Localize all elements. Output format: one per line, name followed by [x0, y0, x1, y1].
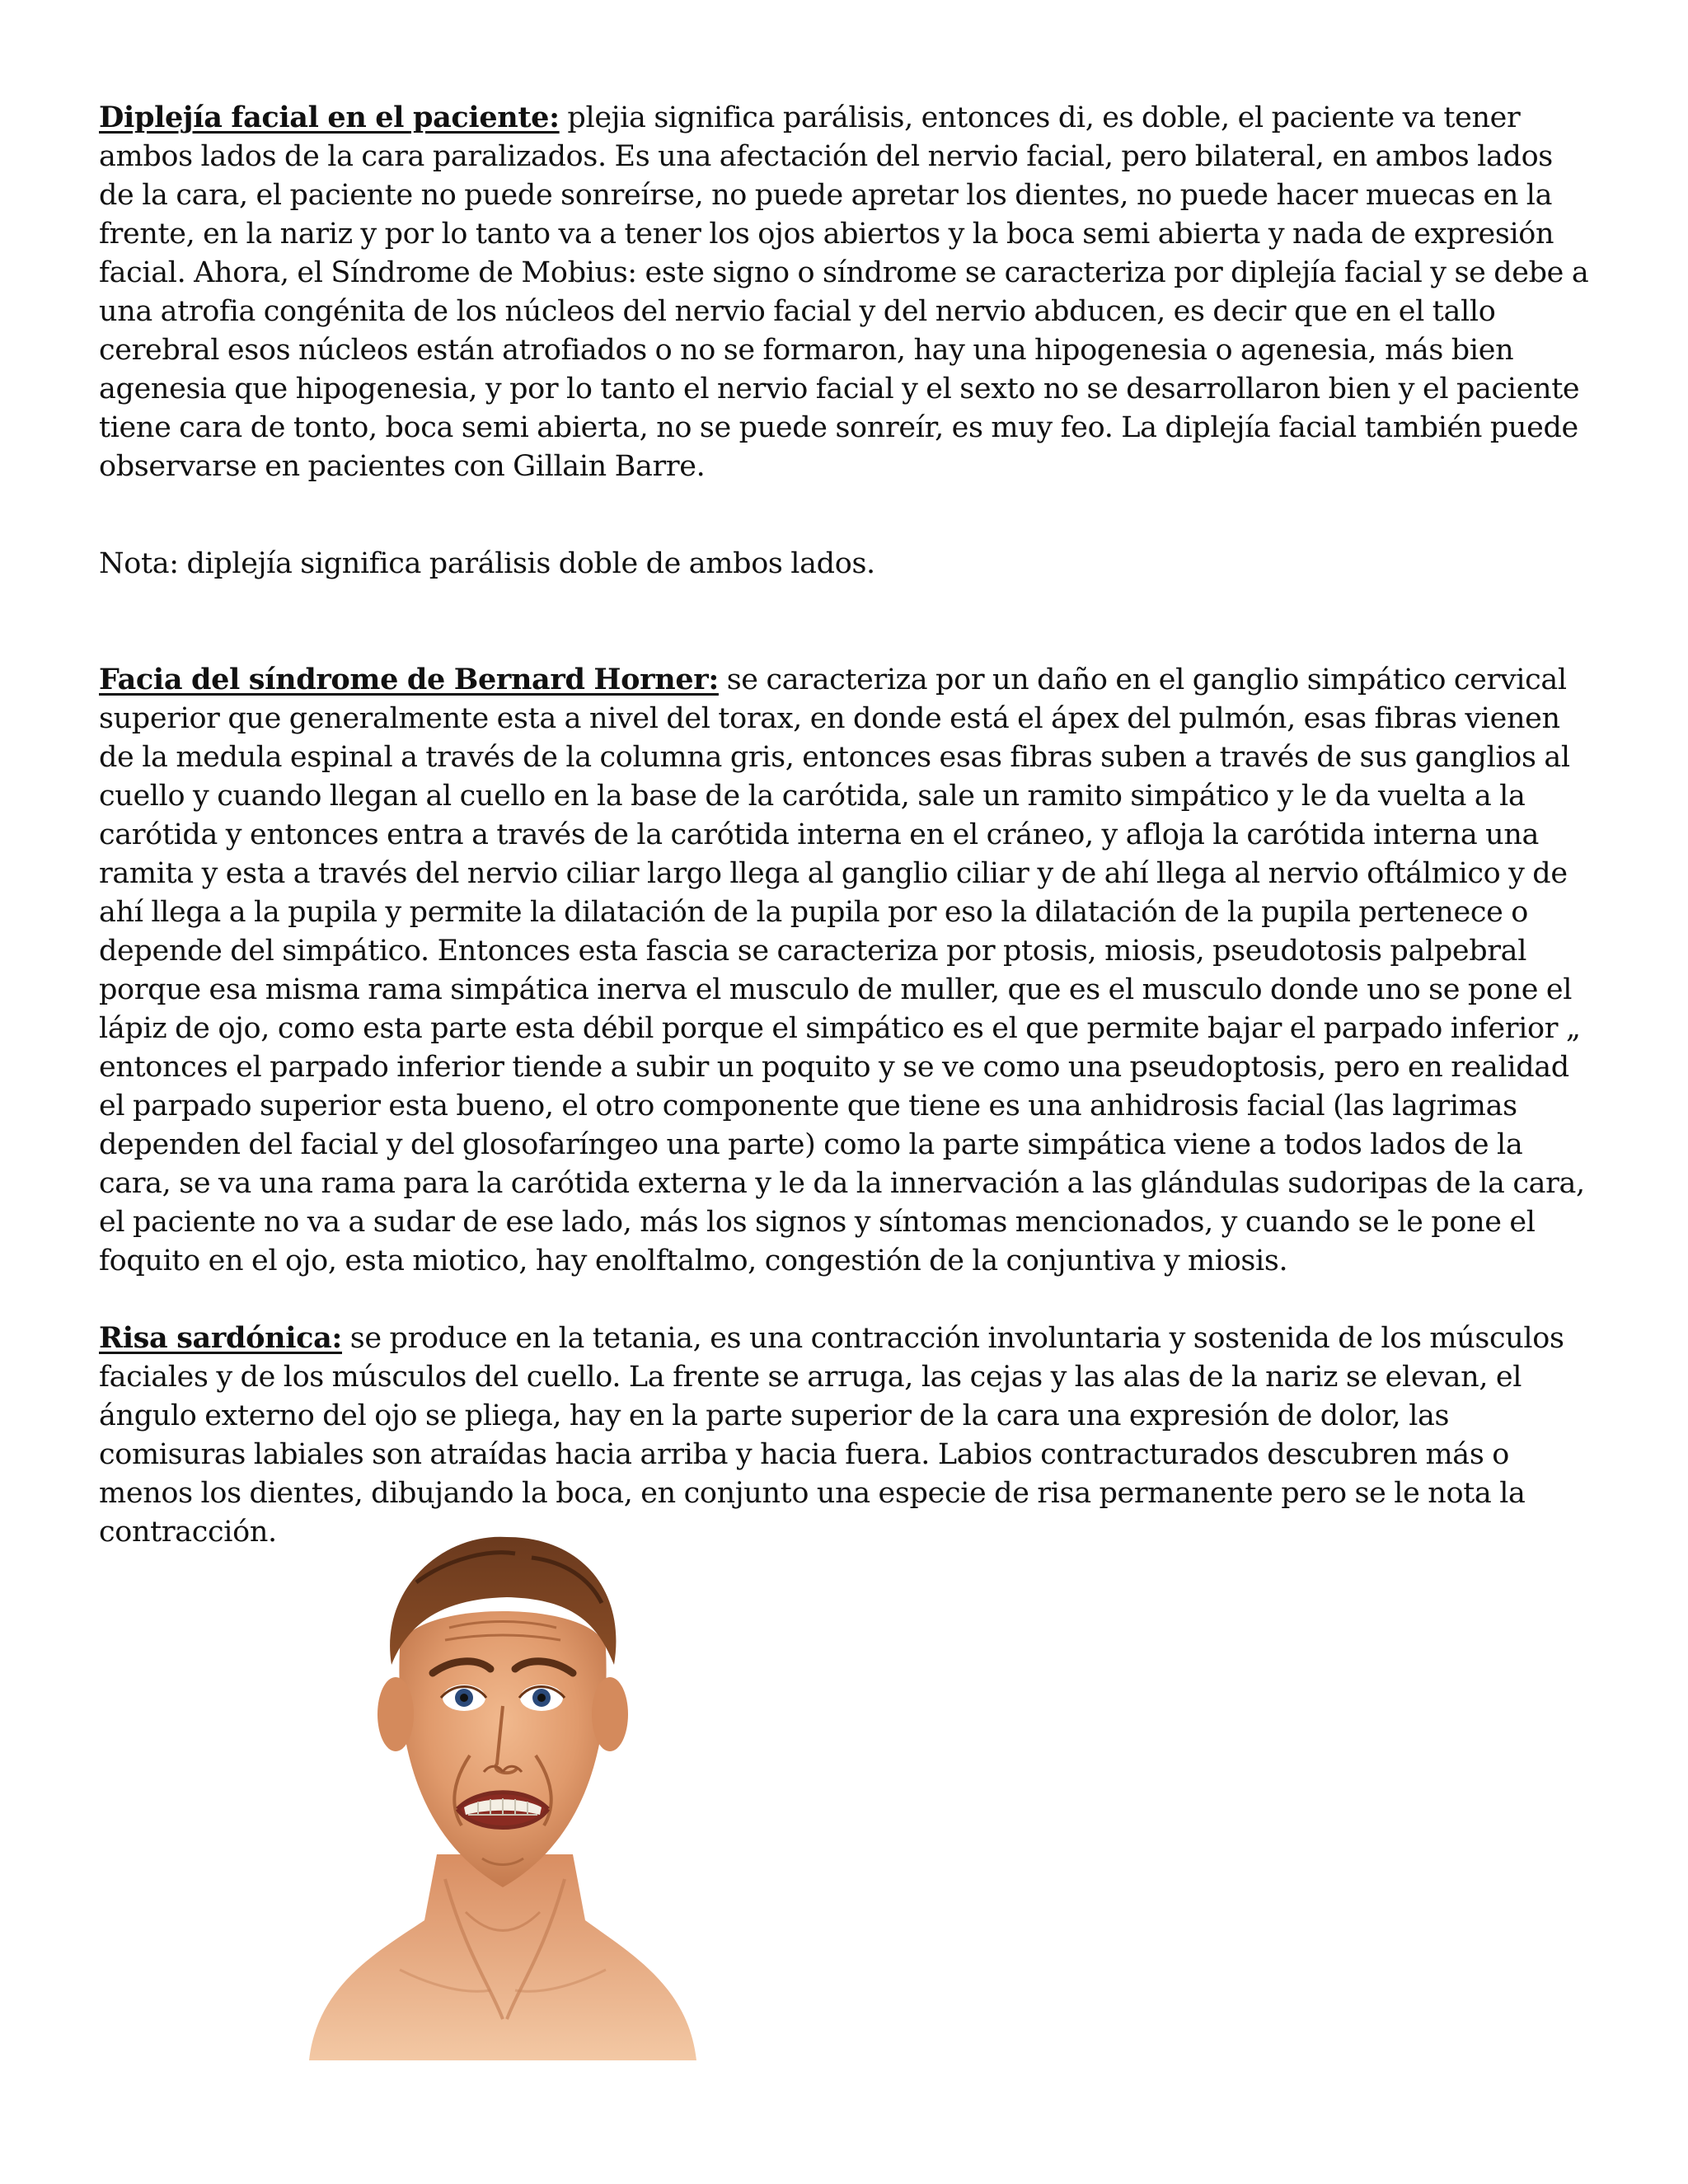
section-heading: Diplejía facial en el paciente: — [99, 101, 560, 134]
section-body: se caracteriza por un daño en el ganglio simpático cervical superior que generalmente esta a nivel del torax, en donde está el ápex del pulmón, esas fibras vienen de la medula espinal a través de la columna gris, entonces esas fibras suben a través de sus ganglios al cuello y cuando llegan al cuello en la base de la carótida, sale un ramito simpático y le da vuelta a la carótida y entonces entra a través de la carótida interna en el cráneo, y afloja la carótida interna una ramita y esta a través del nervio ciliar largo llega al ganglio ciliar y de ahí llega al nervio oftálmico y de ahí llega a la pupila y permite la dilatación de la pupila por eso la dilatación de la pupila pertenece o depende del simpático. Entonces esta fascia se caracteriza por ptosis, miosis, pseudotosis palpebral porque esa misma rama simpática inerva el musculo de muller, que es el musculo donde uno se pone el lápiz de ojo, como esta parte esta débil porque el simpático es el que permite bajar el parpado inferior „ entonces el parpado inferior tiende a subir un poquito y se ve como una pseudoptosis, pero en realidad el parpado superior esta bueno, el otro componente que tiene es una anhidrosis facial (las lagrimas dependen del facial y del glosofaríngeo una parte) como la parte simpática viene a todos lados de la cara, se va una rama para la carótida externa y le da la innervación a las glándulas sudoripas de la cara, el paciente no va a sudar de ese lado, más los signos y síntomas mencionados, y cuando se le pone el foquito en el ojo, esta miotico, hay enolftalmo, congestión de la conjuntiva y miosis. — [99, 663, 1585, 1277]
section-diplejia-facial — [99, 98, 1591, 486]
section-body: plejia significa parálisis, entonces di, es doble, el paciente va tener ambos lados de la cara paralizados. Es una afectación del nervio facial, pero bilateral, en ambos lados de la cara, el paciente no puede sonreírse, no puede apretar los dientes, no puede hacer muecas en la frente, en la nariz y por lo tanto va a tener los ojos abiertos y la boca semi abierta y nada de expresión facial. Ahora, el Síndrome de Mobius: este signo o síndrome se caracteriza por diplejía facial y se debe a una atrofia congénita de los núcleos del nervio facial y del nervio abducen, es decir que en el tallo cerebral esos núcleos están atrofiados o no se formaron, hay una hipogenesia o agenesia, más bien agenesia que hipogenesia, y por lo tanto el nervio facial y el sexto no se desarrollaron bien y el paciente tiene cara de tonto, boca semi abierta, no se puede sonreír, es muy feo. La diplejía facial también puede observarse en pacientes con Gillain Barre. — [99, 101, 1589, 483]
note-paragraph — [99, 545, 1591, 583]
section-heading: Risa sardónica: — [99, 1321, 342, 1355]
section-body: se produce en la tetania, es una contracción involuntaria y sostenida de los músculos faciales y de los músculos del cuello. La frente se arruga, las cejas y las alas de la nariz se elevan, el ángulo externo del ojo se pliega, hay en la parte superior de la cara una expresión de dolor, las comisuras labiales son atraídas hacia arriba y hacia fuera. Labios contracturados descubren más o menos los dientes, dibujando la boca, en conjunto una especie de risa permanente pero se le nota la contracción. — [99, 1322, 1564, 1549]
face-drawing — [301, 1525, 705, 2060]
section-heading: Facia del síndrome de Bernard Horner: — [99, 663, 719, 696]
section-risa-sardonica — [99, 1319, 1591, 1552]
risus-sardonicus-illustration — [301, 1525, 705, 2060]
note-text: Nota: diplejía significa parálisis doble de ambos lados. — [99, 547, 875, 580]
section-horner — [99, 660, 1591, 1281]
